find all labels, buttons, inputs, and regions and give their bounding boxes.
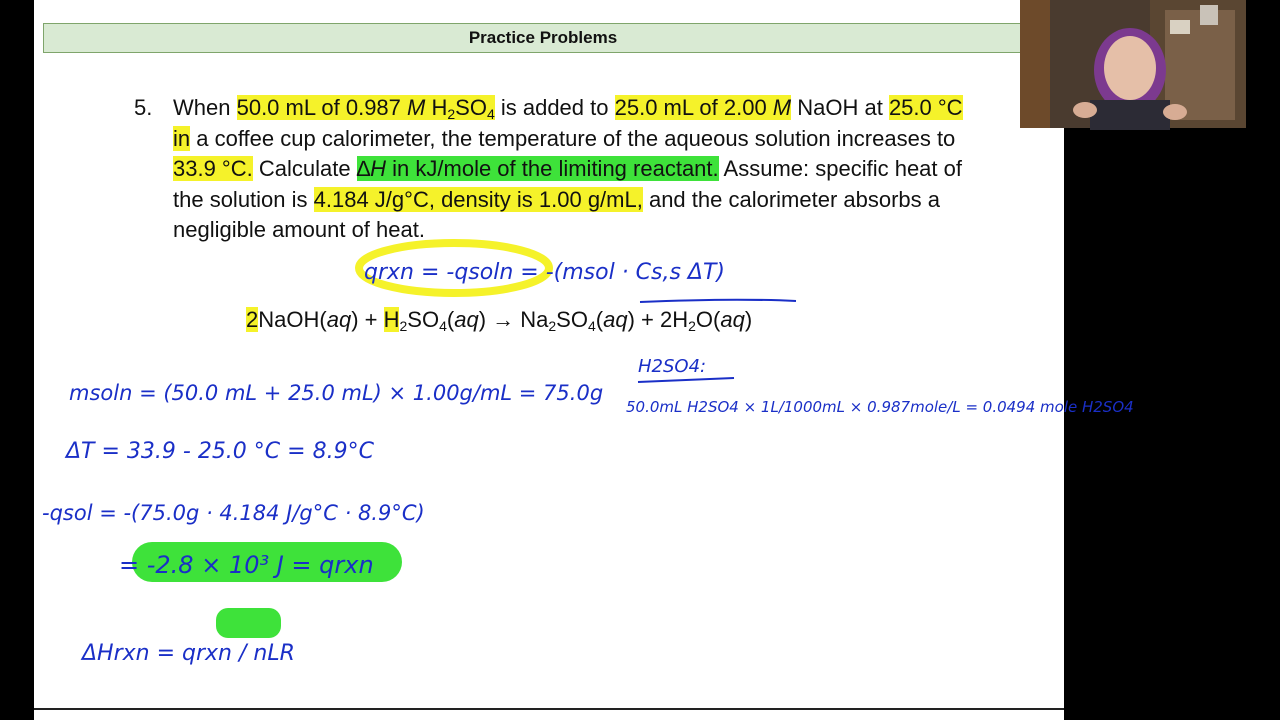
ink-h2so4-calculation: 50.0mL H2SO4 × 1L/1000mL × 0.987mole/L = 0.0494 mole H2SO4 xyxy=(626,398,1134,416)
ink-q-sol: -qsol = -(75.0g · 4.184 J/g°C · 8.9°C) xyxy=(42,501,425,525)
text: Assume: specific heat of the solution is xyxy=(173,156,962,212)
ink-m-solution: msoln = (50.0 mL + 25.0 mL) × 1.00g/mL = 75.0g xyxy=(69,381,604,405)
slide-bottom-rule xyxy=(34,708,1064,710)
ink-green-highlight-2 xyxy=(216,608,281,638)
highlight: 25.0 °C in xyxy=(173,95,963,151)
problem-number: 5. xyxy=(134,95,153,120)
ink-delta-t: ΔT = 33.9 - 25.0 °C = 8.9°C xyxy=(66,439,374,464)
section-title: Practice Problems xyxy=(468,28,618,47)
highlight: 4.184 J/g°C, density is 1.00 g/mL, xyxy=(313,186,643,212)
coefficient: H xyxy=(383,307,400,332)
text: and the calorimeter absorbs a negligible amount of heat. xyxy=(173,186,941,242)
coefficient: 2 xyxy=(246,307,259,332)
ink-delta-h: ΔHrxn = qrxn / nLR xyxy=(82,641,295,666)
text: a coffee cup calorimeter, the temperature of the aqueous solution increases to xyxy=(190,125,956,151)
highlight: 50.0 mL of 0.987 M $H_2SO_4$ xyxy=(236,95,495,122)
ink-q-equation: qrxn = -qsoln = -(msol · Cs,s ΔT) xyxy=(364,260,726,285)
highlight: 25.0 mL of 2.00 M xyxy=(614,95,792,120)
text: When xyxy=(173,95,237,120)
handwritten-annotations xyxy=(34,0,1134,720)
ink-overline xyxy=(640,300,796,302)
text: NaOH at xyxy=(791,95,889,120)
balanced-equation: 2NaOH(aq) + $H_2SO_4(aq) \to Na_2SO_4(aq) + 2H_2O(aq)$ xyxy=(246,307,753,334)
ink-h2so4-label: H2SO4: xyxy=(638,356,707,377)
presenter-video xyxy=(1020,0,1246,128)
highlight-green: ∆H in kJ/mole of the limiting reactant. xyxy=(356,156,719,181)
presenter-webcam xyxy=(1020,0,1246,128)
text: is added to xyxy=(494,95,615,120)
text: Calculate xyxy=(252,156,357,181)
slide-page xyxy=(34,0,1134,720)
highlight: 33.9 °C. xyxy=(173,156,253,181)
ink-result: = -2.8 × 10³ J = qrxn xyxy=(119,551,374,579)
ink-underline xyxy=(638,378,734,382)
